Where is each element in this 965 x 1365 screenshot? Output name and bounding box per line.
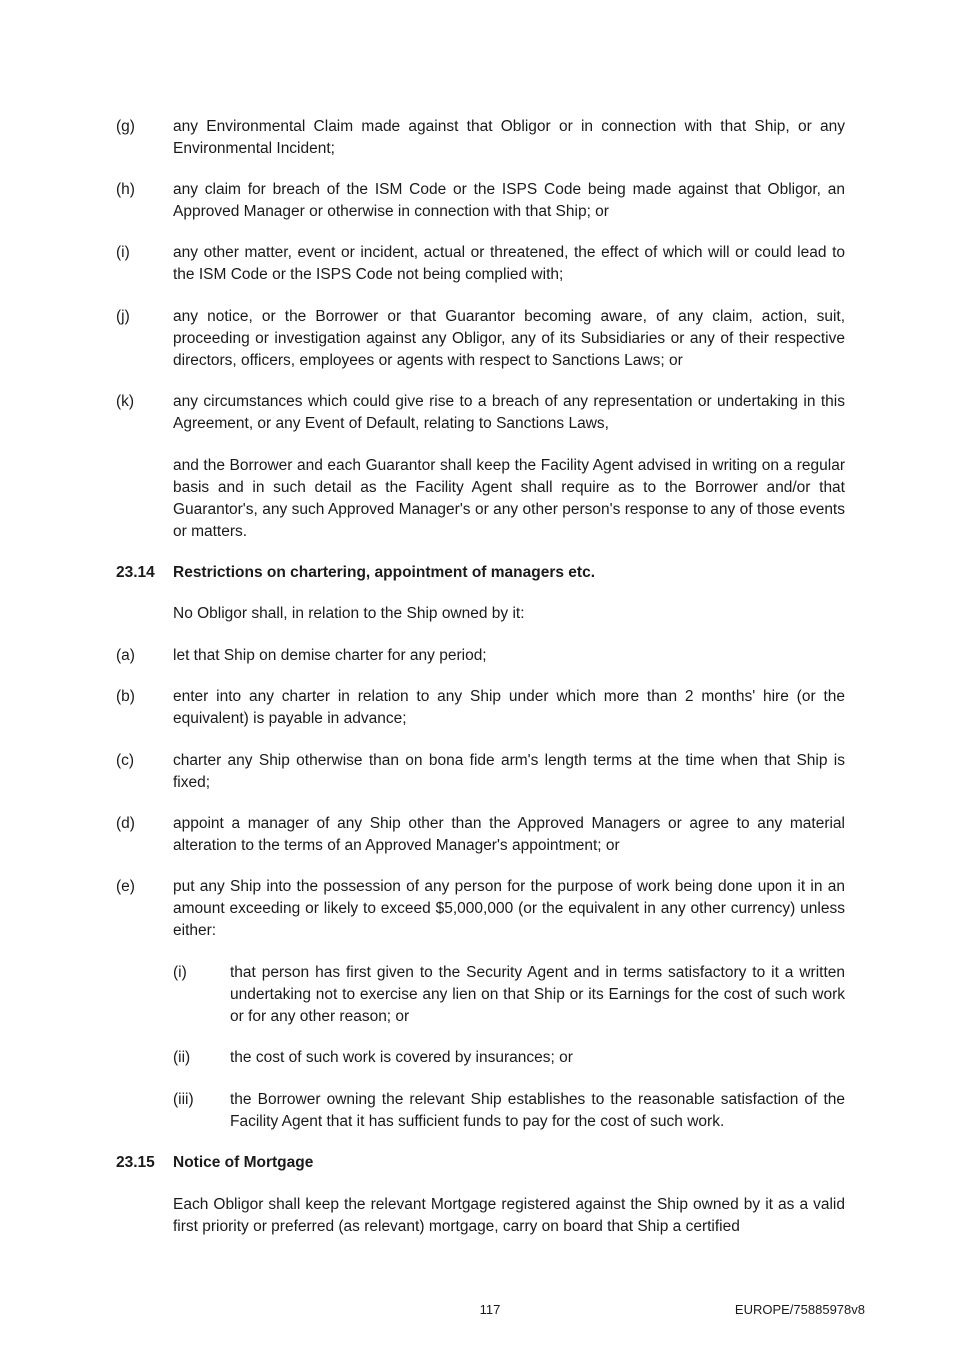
item-text: enter into any charter in relation to any Ship under which more than 2 months' hire (or the equivalent) is payable in advance; [173,688,845,727]
item-label: (ii) [173,1049,191,1066]
section-intro: No Obligor shall, in relation to the Ship owned by it: [173,605,525,622]
document-reference: EUROPE/75885978v8 [734,1302,865,1317]
section-title: Restrictions on chartering, appointment of managers etc. [173,564,596,581]
item-text: charter any Ship otherwise than on bona fide arm's length terms at the time when that Ship is fixed; [173,752,845,791]
item-text: any notice, or the Borrower or that Guarantor becoming aware, of any claim, action, suit, proceeding or investigation against any Obligor, any of its Subsidiaries or any of their respective directors, officers, employees or agents with respect to Sanctions Laws; or [173,308,845,369]
item-text: put any Ship into the possession of any person for the purpose of work being done upon it in an amount exceeding or likely to exceed $5,000,000 (or the equivalent in any other currency) unless either: [173,878,845,939]
item-label: (k) [116,393,135,410]
item-text: appoint a manager of any Ship other than the Approved Managers or agree to any material alteration to the terms of an Approved Manager's appointment; or [173,815,845,854]
item-text: any Environmental Claim made against that Obligor or in connection with that Ship, or any Environmental Incident; [173,118,845,157]
item-label: (g) [116,118,135,135]
item-label: (i) [116,244,130,261]
item-text: let that Ship on demise charter for any period; [173,647,487,664]
item-text: any other matter, event or incident, actual or threatened, the effect of which will or could lead to the ISM Code or the ISPS Code not being complied with; [173,244,845,283]
item-label: (c) [116,752,135,769]
page-number: 117 [479,1302,501,1317]
section-title: Notice of Mortgage [173,1154,314,1171]
item-label: (iii) [173,1091,194,1108]
item-label: (i) [173,964,187,981]
item-text: the cost of such work is covered by insurances; or [230,1049,573,1066]
item-text: any circumstances which could give rise to a breach of any representation or undertaking in this Agreement, or any Event of Default, relating to Sanctions Laws, [173,393,845,432]
item-label: (h) [116,181,135,198]
section-number: 23.15 [116,1154,155,1171]
section-number: 23.14 [116,564,155,581]
item-label: (a) [116,647,135,664]
closing-paragraph: and the Borrower and each Guarantor shall keep the Facility Agent advised in writing on a regular basis and in such detail as the Facility Agent shall require as to the Borrower and/or that Guarantor's, any such Approved Manager's or any other person's response to any of those events or matters. [173,457,845,540]
item-label: (e) [116,878,135,895]
item-text: that person has first given to the Security Agent and in terms satisfactory to it a written undertaking not to exercise any lien on that Ship or its Earnings for the cost of such work or for any other reason; or [230,964,845,1025]
item-label: (d) [116,815,135,832]
item-label: (j) [116,308,130,325]
item-text: the Borrower owning the relevant Ship establishes to the reasonable satisfaction of the Facility Agent that it has sufficient funds to pay for the cost of such work. [230,1091,845,1130]
item-label: (b) [116,688,135,705]
item-text: any claim for breach of the ISM Code or the ISPS Code being made against that Obligor, an Approved Manager or otherwise in connection with that Ship; or [173,181,845,220]
section-paragraph: Each Obligor shall keep the relevant Mortgage registered against the Ship owned by it as a valid first priority or preferred (as relevant) mortgage, carry on board that Ship a certified [173,1196,845,1235]
